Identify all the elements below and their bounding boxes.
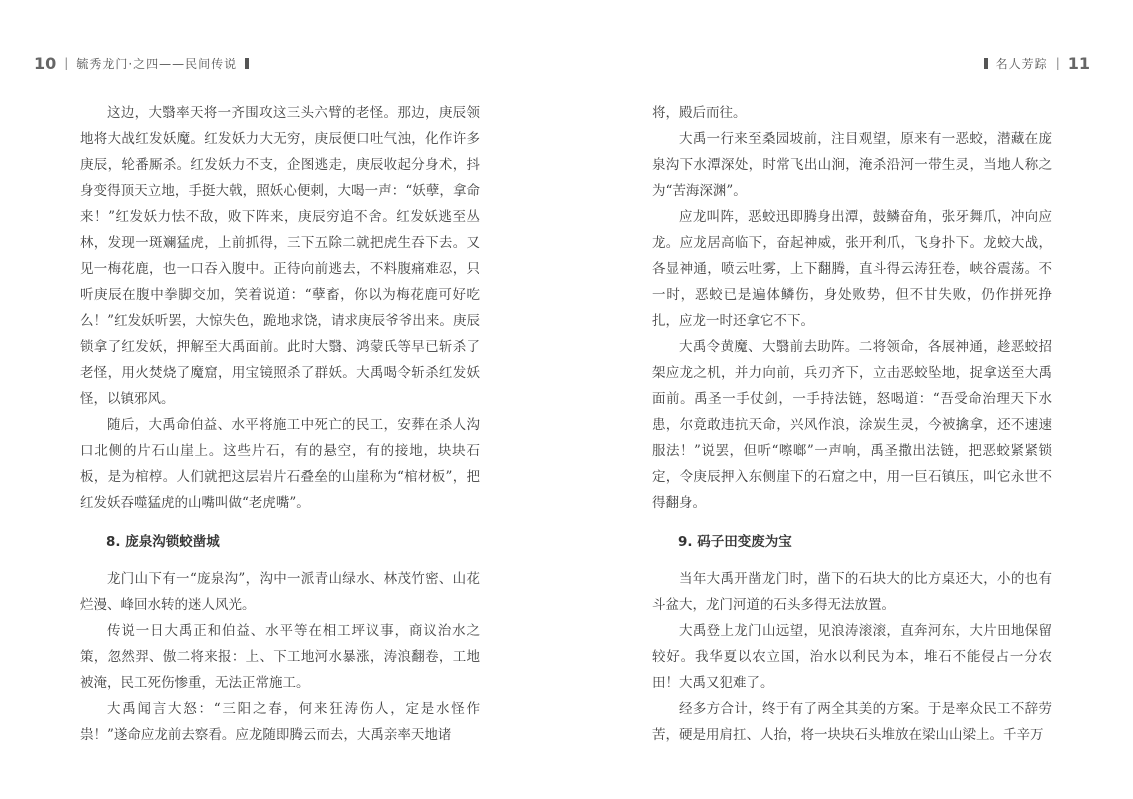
paragraph: 龙门山下有一“庞泉沟”，沟中一派青山绿水、林茂竹密、山花烂漫、峰回水转的迷人风光。	[80, 571, 480, 613]
paragraph-continuation: 将，殿后而往。	[652, 105, 747, 121]
right-page	[566, 0, 1132, 799]
running-title: 毓秀龙门·之四——民间传说	[76, 56, 238, 71]
paragraph: 这边，大翳率天将一齐围攻这三头六臂的老怪。那边，庚辰领地将大战红发妖魔。红发妖力大无穷，庚辰便口吐气浊，化作许多庚辰，轮番厮杀。红发妖力不支，企图逃走，庚辰收起分身术，抖身变得顶天立地，手挺大戟，照妖心便刺，大喝一声：“妖孽，拿命来！”红发妖力怯不敌，败下阵来，庚辰穷追不舍。红发妖逃至丛林，发现一斑斓猛虎，上前抓得，三下五除二就把虎生吞下去。又见一梅花鹿，也一口吞入腹中。正待向前逃去，不料腹痛难忍，只听庚辰在腹中拳脚交加，笑着说道：“孽畜，你以为梅花鹿可好吃么！”红发妖听罢，大惊失色，跪地求饶，请求庚辰爷爷出来。庚辰锁拿了红发妖，押解至大禹面前。此时大翳、鸿蒙氏等早已斩杀了老怪，用火焚烧了魔窟，用宝镜照杀了群妖。大禹喝令斩杀红发妖怪，以镇邪风。	[80, 105, 480, 407]
paragraph: 大禹登上龙门山远望，见浪涛滚滚，直奔河东，大片田地保留较好。我华夏以农立国，治水以利民为本，堆石不能侵占一分农田！大禹又犯难了。	[652, 623, 1052, 691]
section-heading: 8. 庞泉沟锁蛟凿城	[106, 534, 220, 550]
section-heading: 9. 码子田变废为宝	[678, 534, 792, 550]
left-running-header	[34, 52, 257, 74]
header-divider: |	[64, 56, 69, 70]
paragraph: 大禹闻言大怒：“三阳之春，何来狂涛伤人，定是水怪作祟！”遂命应龙前去察看。应龙随即腾云而去，大禹亲率天地诸	[80, 701, 480, 743]
paragraph: 大禹一行来至桑园坡前，注目观望，原来有一恶蛟，潜藏在庞泉沟下水潭深处，时常飞出山涧，淹杀沿河一带生灵，当地人称之为“苦海深渊”。	[652, 131, 1052, 199]
left-page	[0, 0, 566, 799]
header-divider: |	[1055, 56, 1060, 70]
paragraph: 大禹令黄魔、大翳前去助阵。二将领命，各展神通，趁恶蛟招架应龙之机，并力向前，兵刃齐下，立击恶蛟坠地，捉拿送至大禹面前。禹圣一手仗剑，一手持法链，怒喝道：“吾受命治理天下水患，尔竟敢违抗天命，兴风作浪，涂炭生灵，今被擒拿，还不速速服法！”说罢，但听“嚓啷”一声响，禹圣撒出法链，把恶蛟紧紧锁定，令庚辰押入东侧崖下的石窟之中，用一巨石镇压，叫它永世不得翻身。	[652, 339, 1052, 511]
right-running-header	[976, 52, 1090, 74]
paragraph: 经多方合计，终于有了两全其美的方案。于是率众民工不辞劳苦，硬是用肩扛、人抬，将一块块石头堆放在梁山山梁上。千辛万	[652, 701, 1052, 743]
paragraph: 应龙叫阵，恶蛟迅即腾身出潭，鼓鳞奋角，张牙舞爪，冲向应龙。应龙居高临下，奋起神威，张开利爪，飞身扑下。龙蛟大战，各显神通，喷云吐雾，上下翻腾，直斗得云涛狂卷，峡谷震荡。不一时，恶蛟已是遍体鳞伤，身处败势，但不甘失败，仍作拼死挣扎，应龙一时还拿它不下。	[652, 209, 1052, 329]
page-number: 10	[34, 53, 57, 73]
paragraph: 当年大禹开凿龙门时，凿下的石块大的比方桌还大，小的也有斗盆大，龙门河道的石头多得无法放置。	[652, 571, 1052, 613]
right-text-column	[652, 100, 1052, 748]
header-block-mark	[245, 58, 249, 69]
page-number: 11	[1067, 53, 1090, 73]
header-block-mark	[984, 58, 988, 69]
paragraph: 随后，大禹命伯益、水平将施工中死亡的民工，安葬在杀人沟口北侧的片石山崖上。这些片石，有的悬空，有的接地，块块石板，是为棺椁。人们就把这层岩片石叠垒的山崖称为“棺材板”，把红发妖吞噬猛虎的山嘴叫做“老虎嘴”。	[80, 417, 480, 511]
paragraph: 传说一日大禹正和伯益、水平等在相工坪议事，商议治水之策，忽然羿、傲二将来报：上、下工地河水暴涨，涛浪翻卷，工地被淹，民工死伤惨重，无法正常施工。	[80, 623, 480, 691]
left-text-column	[80, 100, 480, 748]
running-title: 名人芳踪	[995, 56, 1048, 71]
